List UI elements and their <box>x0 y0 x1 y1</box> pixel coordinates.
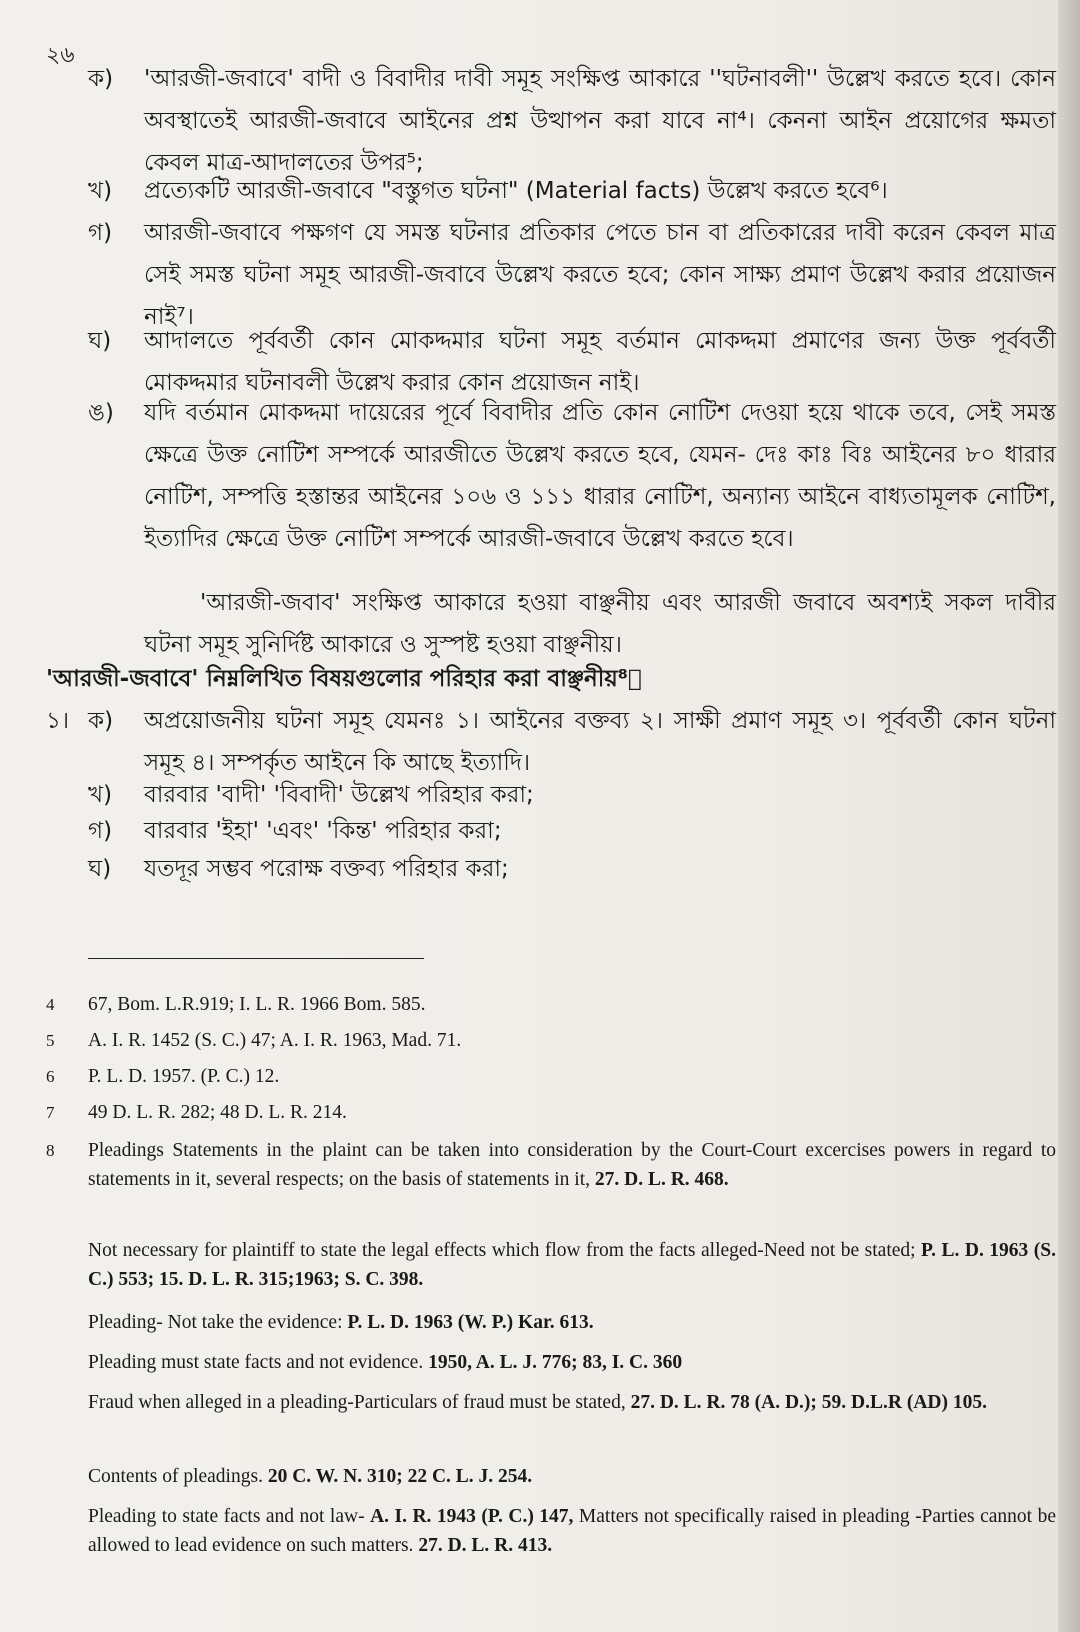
item-text: বারবার 'ইহা' 'এবং' 'কিন্ত' পরিহার করা; <box>144 818 502 844</box>
item-marker: খ) <box>88 178 113 204</box>
footnote-number: 8 <box>46 1141 55 1160</box>
item-text: অপ্রয়োজনীয় ঘটনা সমূহ যেমনঃ ১। আইনের বক্তব্য ২। সাক্ষী প্রমাণ সমূহ ৩। পূর্ববর্তী কোন ঘটনা সমূহ ৪। সম্পর্কৃত আইনে কি আছে ইত্যাদি। <box>144 708 1056 776</box>
item-text: আদালতে পূর্ববর্তী কোন মোকদ্দমার ঘটনা সমূহ বর্তমান মোকদ্দমা প্রমাণের জন্য উক্ত পূর্ববর্তী মোকদ্দমার ঘটনাবলী উল্লেখ করার কোন প্রয়োজন নাই। <box>144 328 1056 396</box>
list-item-ka <box>88 58 1056 184</box>
footnote-text: A. I. R. 1452 (S. C.) 47; A. I. R. 1963, Mad. 71. <box>88 1030 462 1051</box>
footnote-8 <box>46 1136 1056 1194</box>
list-item-kha <box>88 170 1056 212</box>
footnote-text: Pleadings Statements in the plaint can be taken into consideration by the Court-Court excercises powers in regard to statements in it, several respects; on the basis of statements in it, 27. D. L. R. 468. <box>88 1140 1056 1190</box>
footnote-text: 49 D. L. R. 282; 48 D. L. R. 214. <box>88 1102 347 1123</box>
footnote-8-para-7: Pleading to state facts and not law- A. I. R. 1943 (P. C.) 147, Matters not specifically raised in pleading -Parties cannot be allowed to lead evidence on such matters. 27. D. L. R. 413. <box>88 1506 1056 1556</box>
summary-paragraph: 'আরজী-জবাব' সংক্ষিপ্ত আকারে হওয়া বাঞ্ছনীয় এবং আরজী জবাবে অবশ্যই সকল দাবীর ঘটনা সমূহ সুনির্দিষ্ট আকারে ও সুস্পষ্ট হওয়া বাঞ্ছনীয়। <box>144 590 1056 658</box>
item-text: বারবার 'বাদী' 'বিবাদী' উল্লেখ পরিহার করা; <box>144 782 534 808</box>
citation: A. I. R. 1943 (P. C.) 147, <box>370 1506 574 1527</box>
item-marker: ঙ) <box>88 400 114 426</box>
citation: 1950, A. L. J. 776; 83, I. C. 360 <box>428 1352 683 1373</box>
list-item-1-ka <box>46 700 1056 784</box>
footnote-5 <box>46 1026 1056 1055</box>
footnote-8-para-5: Fraud when alleged in a pleading-Particulars of fraud must be stated, 27. D. L. R. 78 (A. D.); 59. D.L.R (AD) 105. <box>88 1392 987 1413</box>
footnote-8-para-2: Not necessary for plaintiff to state the legal effects which flow from the facts alleged-Need not be stated; P. L. D. 1963 (S. C.) 553; 15. D. L. R. 315;1963; S. C. 398. <box>88 1240 1056 1290</box>
citation: 27. D. L. R. 413. <box>418 1535 553 1556</box>
item-text: প্রত্যেকটি আরজী-জবাবে "বস্তুগত ঘটনা" (Material facts) উল্লেখ করতে হবে⁶। <box>144 178 888 204</box>
item-text: 'আরজী-জবাবে' বাদী ও বিবাদীর দাবী সমূহ সংক্ষিপ্ত আকারে ''ঘটনাবলী'' উল্লেখ করতে হবে। কোন অবস্থাতেই আরজী-জবাবে আইনের প্রশ্ন উত্থাপন করা যাবে না⁴। কেননা আইন প্রয়োগের ক্ষমতা কেবল মাত্র-আদালতের উপর⁵; <box>144 66 1056 176</box>
list-item-1-ga <box>88 810 1056 852</box>
page-number: ২৬ <box>46 43 75 68</box>
section-heading: 'আরজী-জবাবে' নিম্নলিখিত বিষয়গুলোর পরিহার করা বাঞ্ছনীয়⁸ঃ <box>46 666 642 692</box>
citation: P. L. D. 1963 (S. C.) 553; 15. D. L. R. 315;1963; S. C. 398. <box>88 1240 1056 1290</box>
citation: 27. D. L. R. 78 (A. D.); 59. D.L.R (AD) 105. <box>630 1392 987 1413</box>
item-marker: ক) <box>88 66 114 92</box>
item-marker: ঘ) <box>88 328 112 354</box>
item-text: যতদূর সম্ভব পরোক্ষ বক্তব্য পরিহার করা; <box>144 856 509 882</box>
item-marker: গ) <box>88 818 113 844</box>
citation: P. L. D. 1963 (W. P.) Kar. 613. <box>347 1312 594 1333</box>
footnote-4 <box>46 990 1056 1019</box>
citation: 20 C. W. N. 310; 22 C. L. J. 254. <box>267 1466 533 1487</box>
list-item-uma <box>88 392 1056 560</box>
footnote-number: 4 <box>46 995 55 1014</box>
footnote-number: 7 <box>46 1103 55 1122</box>
item-text: যদি বর্তমান মোকদ্দমা দায়েরের পূর্বে বিবাদীর প্রতি কোন নোটিশ দেওয়া হয়ে থাকে তবে, সেই সমস্ত ক্ষেত্রে উক্ত নোটিশ সম্পর্কে আরজীতে উল্লেখ করতে হবে, যেমন- দেঃ কাঃ বিঃ আইনের ৮০ ধারার নোটিশ, সম্পত্তি হস্তান্তর আইনের ১০৬ ও ১১১ ধারার নোটিশ, অন্যান্য আইনে বাধ্যতামূলক নোটিশ, ইত্যাদির ক্ষেত্রে উক্ত নোটিশ সম্পর্কে আরজী-জবাবে উল্লেখ করতে হবে। <box>144 400 1056 552</box>
footnote-8-para-4: Pleading must state facts and not evidence. 1950, A. L. J. 776; 83, I. C. 360 <box>88 1352 683 1373</box>
footnote-6 <box>46 1062 1056 1091</box>
citation: 27. D. L. R. 468. <box>594 1169 729 1190</box>
footnote-7 <box>46 1098 1056 1127</box>
list-item-1-gha <box>88 848 1056 890</box>
item-marker: খ) <box>88 782 113 808</box>
item-text: আরজী-জবাবে পক্ষগণ যে সমস্ত ঘটনার প্রতিকার পেতে চান বা প্রতিকারের দাবী করেন কেবল মাত্র সেই সমস্ত ঘটনা সমূহ আরজী-জবাবে উল্লেখ করতে হবে; কোন সাক্ষ্য প্রমাণ উল্লেখ করার প্রয়োজন নাই⁷। <box>144 220 1056 330</box>
page-edge <box>1058 0 1080 1632</box>
footnote-text: P. L. D. 1957. (P. C.) 12. <box>88 1066 280 1087</box>
footnote-text: 67, Bom. L.R.919; I. L. R. 1966 Bom. 585. <box>88 994 426 1015</box>
item-number: ১। <box>46 708 70 734</box>
footnote-8-para-6: Contents of pleadings. 20 C. W. N. 310; 22 C. L. J. 254. <box>88 1466 533 1487</box>
footnote-number: 6 <box>46 1067 55 1086</box>
footnote-8-para-3: Pleading- Not take the evidence: P. L. D. 1963 (W. P.) Kar. 613. <box>88 1312 594 1333</box>
footnote-divider <box>88 958 424 959</box>
footnote-number: 5 <box>46 1031 55 1050</box>
item-marker: ঘ) <box>88 856 112 882</box>
item-marker: ক) <box>88 708 114 734</box>
item-marker: গ) <box>88 220 113 246</box>
